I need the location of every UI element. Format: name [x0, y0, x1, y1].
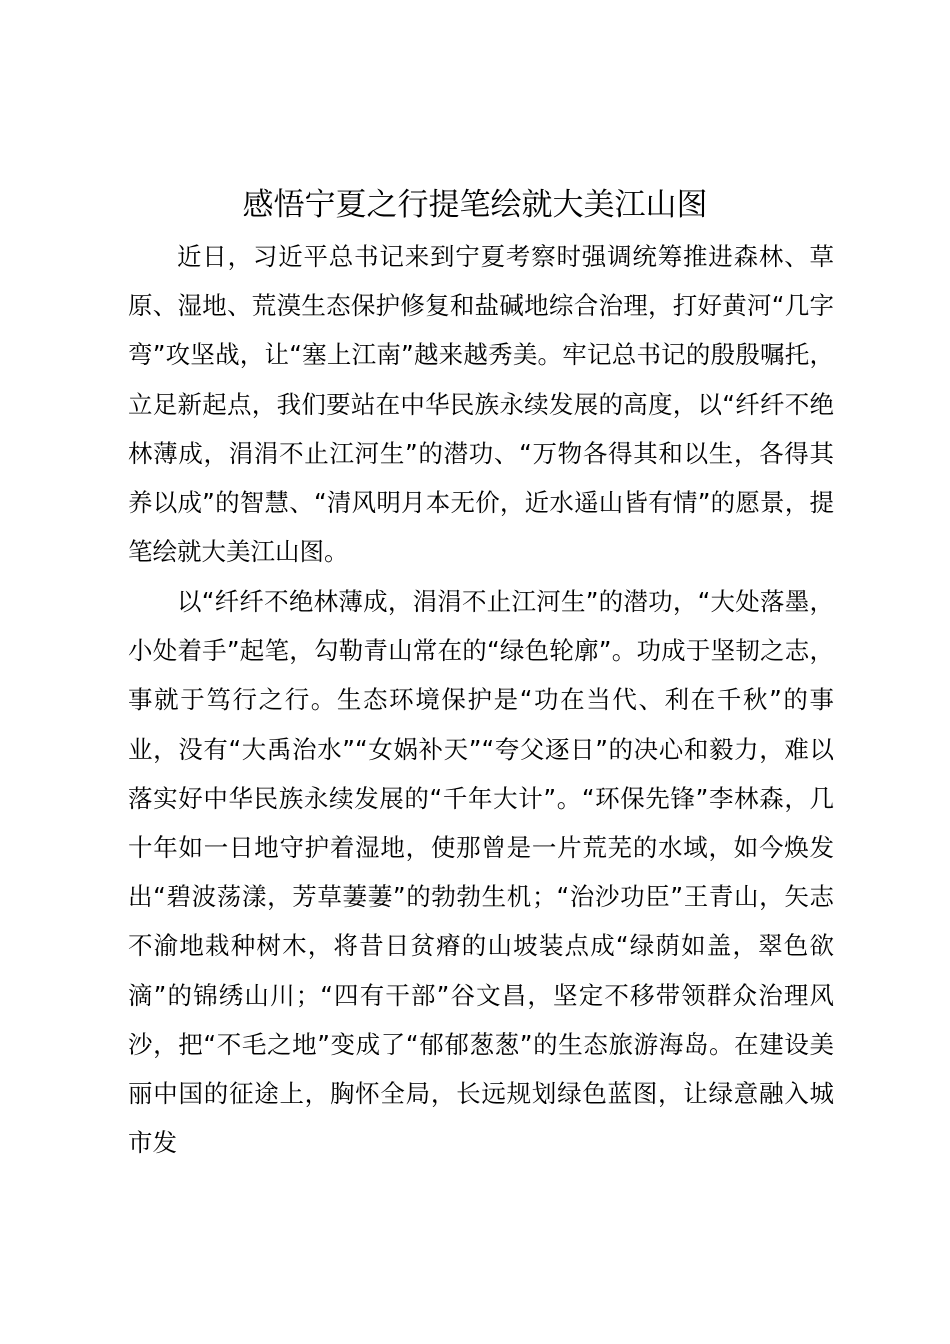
paragraph-2: 以“纤纤不绝林薄成，涓涓不止江河生”的潜功，“大处落墨，小处着手”起笔，勾勒青山常在的“绿色轮廓”。功成于坚韧之志，事就于笃行之行。生态环境保护是“功在当代、利在千秋”的事业，没有“大禹治水”“女娲补天”“夸父逐日”的决心和毅力，难以落实好中华民族永续发展的“千年大计”。“环保先锋”李林森，几十年如一日地守护着湿地，使那曾是一片荒芜的水域，如今焕发出“碧波荡漾，芳草萋萋”的勃勃生机；“治沙功臣”王青山，矢志不渝地栽种树木，将昔日贫瘠的山坡装点成“绿荫如盖，翠色欲滴”的锦绣山川；“四有干部”谷文昌，坚定不移带领群众治理风沙，把“不毛之地”变成了“郁郁葱葱”的生态旅游海岛。在建设美丽中国的征途上，胸怀全局，长远规划绿色蓝图，让绿意融入城市发 [128, 587, 834, 1158]
document-title: 感悟宁夏之行提笔绘就大美江山图 [242, 187, 708, 223]
paragraph-1: 近日，习近平总书记来到宁夏考察时强调统筹推进森林、草原、湿地、荒漠生态保护修复和盐碱地综合治理，打好黄河“几字弯”攻坚战，让“塞上江南”越来越秀美。牢记总书记的殷殷嘱托，立足新起点，我们要站在中华民族永续发展的高度，以“纤纤不绝林薄成，涓涓不止江河生”的潜功、“万物各得其和以生，各得其养以成”的智慧、“清风明月本无价，近水遥山皆有情”的愿景，提笔绘就大美江山图。 [128, 242, 834, 567]
